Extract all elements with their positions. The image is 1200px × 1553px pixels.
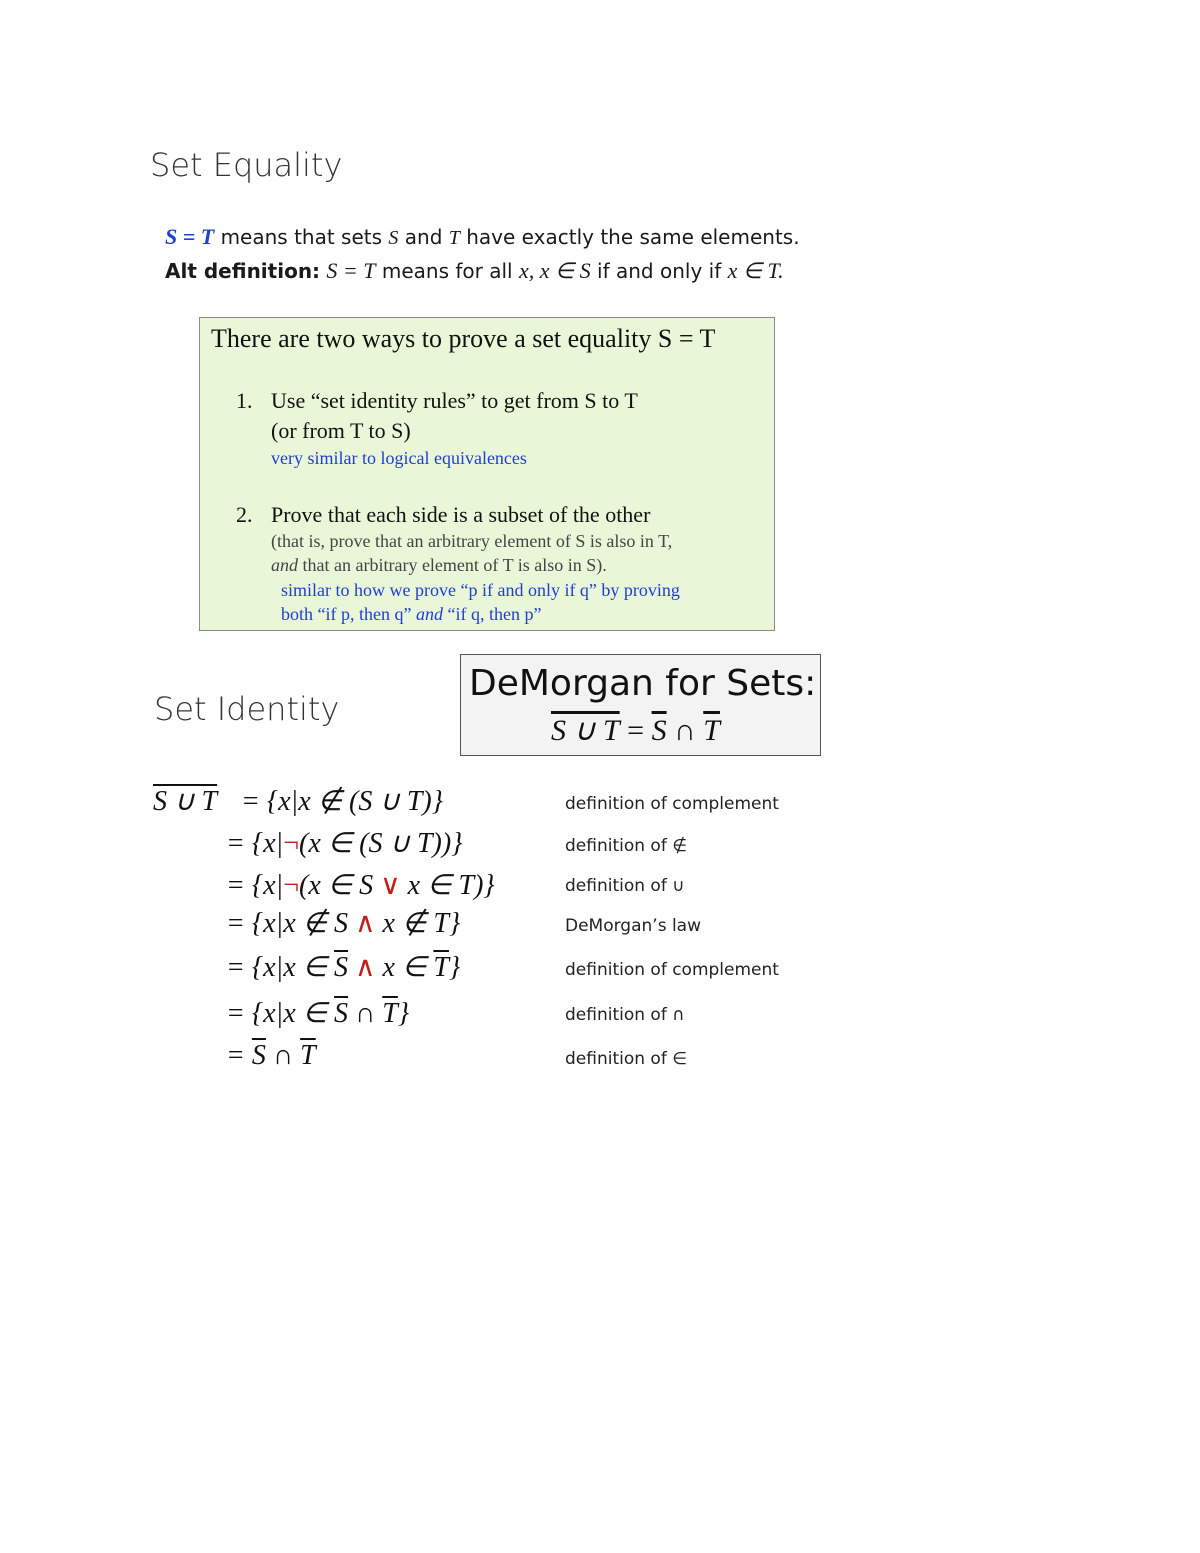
step7-s: $\overline{S}$ [251, 1040, 266, 1071]
step6-cap: ∩ [348, 998, 383, 1029]
step4-post: x ∉ T} [375, 908, 461, 939]
alt-definition-label: Alt definition: [165, 259, 321, 283]
proof-step [226, 826, 462, 860]
demorgan-t: $\overline{T}$ [703, 714, 720, 747]
negation-symbol: ¬ [283, 870, 300, 901]
proof-lhs [153, 784, 217, 818]
item2-line1: Prove that each side is a subset of the other [271, 502, 651, 527]
step5-pre: = {x|x ∈ [226, 952, 335, 983]
proof-methods-box [199, 317, 775, 631]
step5-s: $\overline{S}$ [334, 952, 349, 983]
and-symbol: ∧ [355, 908, 376, 939]
item1-note: very similar to logical equivalences [271, 448, 527, 468]
proof-step [226, 1040, 316, 1072]
demorgan-box [460, 654, 821, 756]
step5-justification: definition of complement [565, 960, 779, 980]
alt-definition-text: means for all [381, 259, 513, 283]
set-s: S [388, 227, 399, 249]
set-t: T [448, 227, 460, 249]
step3-mid: (x ∈ S [299, 870, 381, 901]
demorgan-title: DeMorgan for Sets: [469, 663, 817, 704]
demorgan-formula [551, 713, 720, 748]
step5-t: $\overline{T}$ [433, 952, 449, 983]
definition-and: and [404, 225, 443, 249]
definition-rest: have exactly the same elements. [466, 225, 800, 249]
step6-post: } [397, 998, 410, 1029]
proof-step [226, 868, 495, 902]
alt-definition-line [165, 258, 784, 284]
item1-line1: Use “set identity rules” to get from S to T [271, 388, 638, 413]
step6-pre: = {x|x ∈ [226, 998, 335, 1029]
demorgan-eq: = [619, 714, 652, 747]
equality-expression: S = T [165, 224, 215, 249]
item2-note1: similar to how we prove “p if and only if q” by proving [281, 580, 680, 600]
negation-symbol: ¬ [283, 828, 300, 859]
section-heading-set-equality: Set Equality [150, 146, 343, 184]
step4-justification: DeMorgan’s law [565, 916, 701, 936]
proof-step [226, 906, 460, 940]
step3-pre: = {x| [226, 870, 284, 901]
step2-post: (x ∈ (S ∪ T))} [299, 828, 463, 859]
proof-step [226, 996, 409, 1030]
step7-cap: ∩ [265, 1040, 301, 1071]
step3-justification: definition of ∪ [565, 876, 685, 896]
step7-justification: definition of ∈ [565, 1049, 688, 1069]
alt-expr1: x, x ∈ S [518, 258, 591, 283]
step1-expr: = {x|x ∉ (S ∪ T)} [241, 786, 443, 817]
step2-justification: definition of ∉ [565, 836, 688, 856]
item2-note2 [281, 604, 541, 625]
demorgan-cap: ∩ [666, 714, 704, 747]
and-symbol: ∧ [348, 952, 383, 983]
item2-note2-a: both “if p, then q” [281, 604, 412, 624]
demorgan-lhs: S ∪ T [551, 714, 620, 747]
or-symbol: ∨ [380, 870, 401, 901]
demorgan-s: $\overline{S}$ [651, 714, 667, 747]
item2-sub2-text: that an arbitrary element of T is also in S). [302, 555, 607, 575]
proof-step [241, 784, 443, 818]
step3-post: x ∈ T)} [400, 870, 495, 901]
item1-line2: (or from T to S) [271, 418, 411, 443]
step1-justification: definition of complement [565, 794, 779, 814]
alt-equality: S = T [326, 258, 376, 283]
item2-sub2 [271, 555, 607, 576]
proof-lhs-expr: S ∪ T [153, 786, 218, 817]
definition-text: means that sets [220, 225, 383, 249]
step6-justification: definition of ∩ [565, 1005, 685, 1025]
step6-s: $\overline{S}$ [334, 998, 349, 1029]
definition-line [165, 224, 800, 250]
item2-sub2-and: and [271, 555, 298, 575]
alt-expr2: x ∈ T. [727, 258, 784, 283]
proof-box-title: There are two ways to prove a set equality S = T [211, 324, 716, 353]
step5-post: } [448, 952, 461, 983]
section-heading-set-identity: Set Identity [154, 690, 340, 728]
item1-number: 1. [236, 388, 253, 413]
step4-pre: = {x|x ∉ S [226, 908, 356, 939]
item2-sub1: (that is, prove that an arbitrary element of S is also in T, [271, 531, 673, 551]
step6-t: $\overline{T}$ [382, 998, 398, 1029]
item2-number: 2. [236, 502, 253, 527]
alt-iff: if and only if [597, 259, 722, 283]
proof-step [226, 950, 460, 984]
step5-mid: x ∈ [382, 952, 434, 983]
item2-note2-b: “if q, then p” [447, 604, 542, 624]
step2-pre: = {x| [226, 828, 284, 859]
item2-note2-and: and [415, 604, 443, 624]
step7-pre: = [226, 1040, 252, 1071]
step7-t: $\overline{T}$ [300, 1040, 316, 1071]
